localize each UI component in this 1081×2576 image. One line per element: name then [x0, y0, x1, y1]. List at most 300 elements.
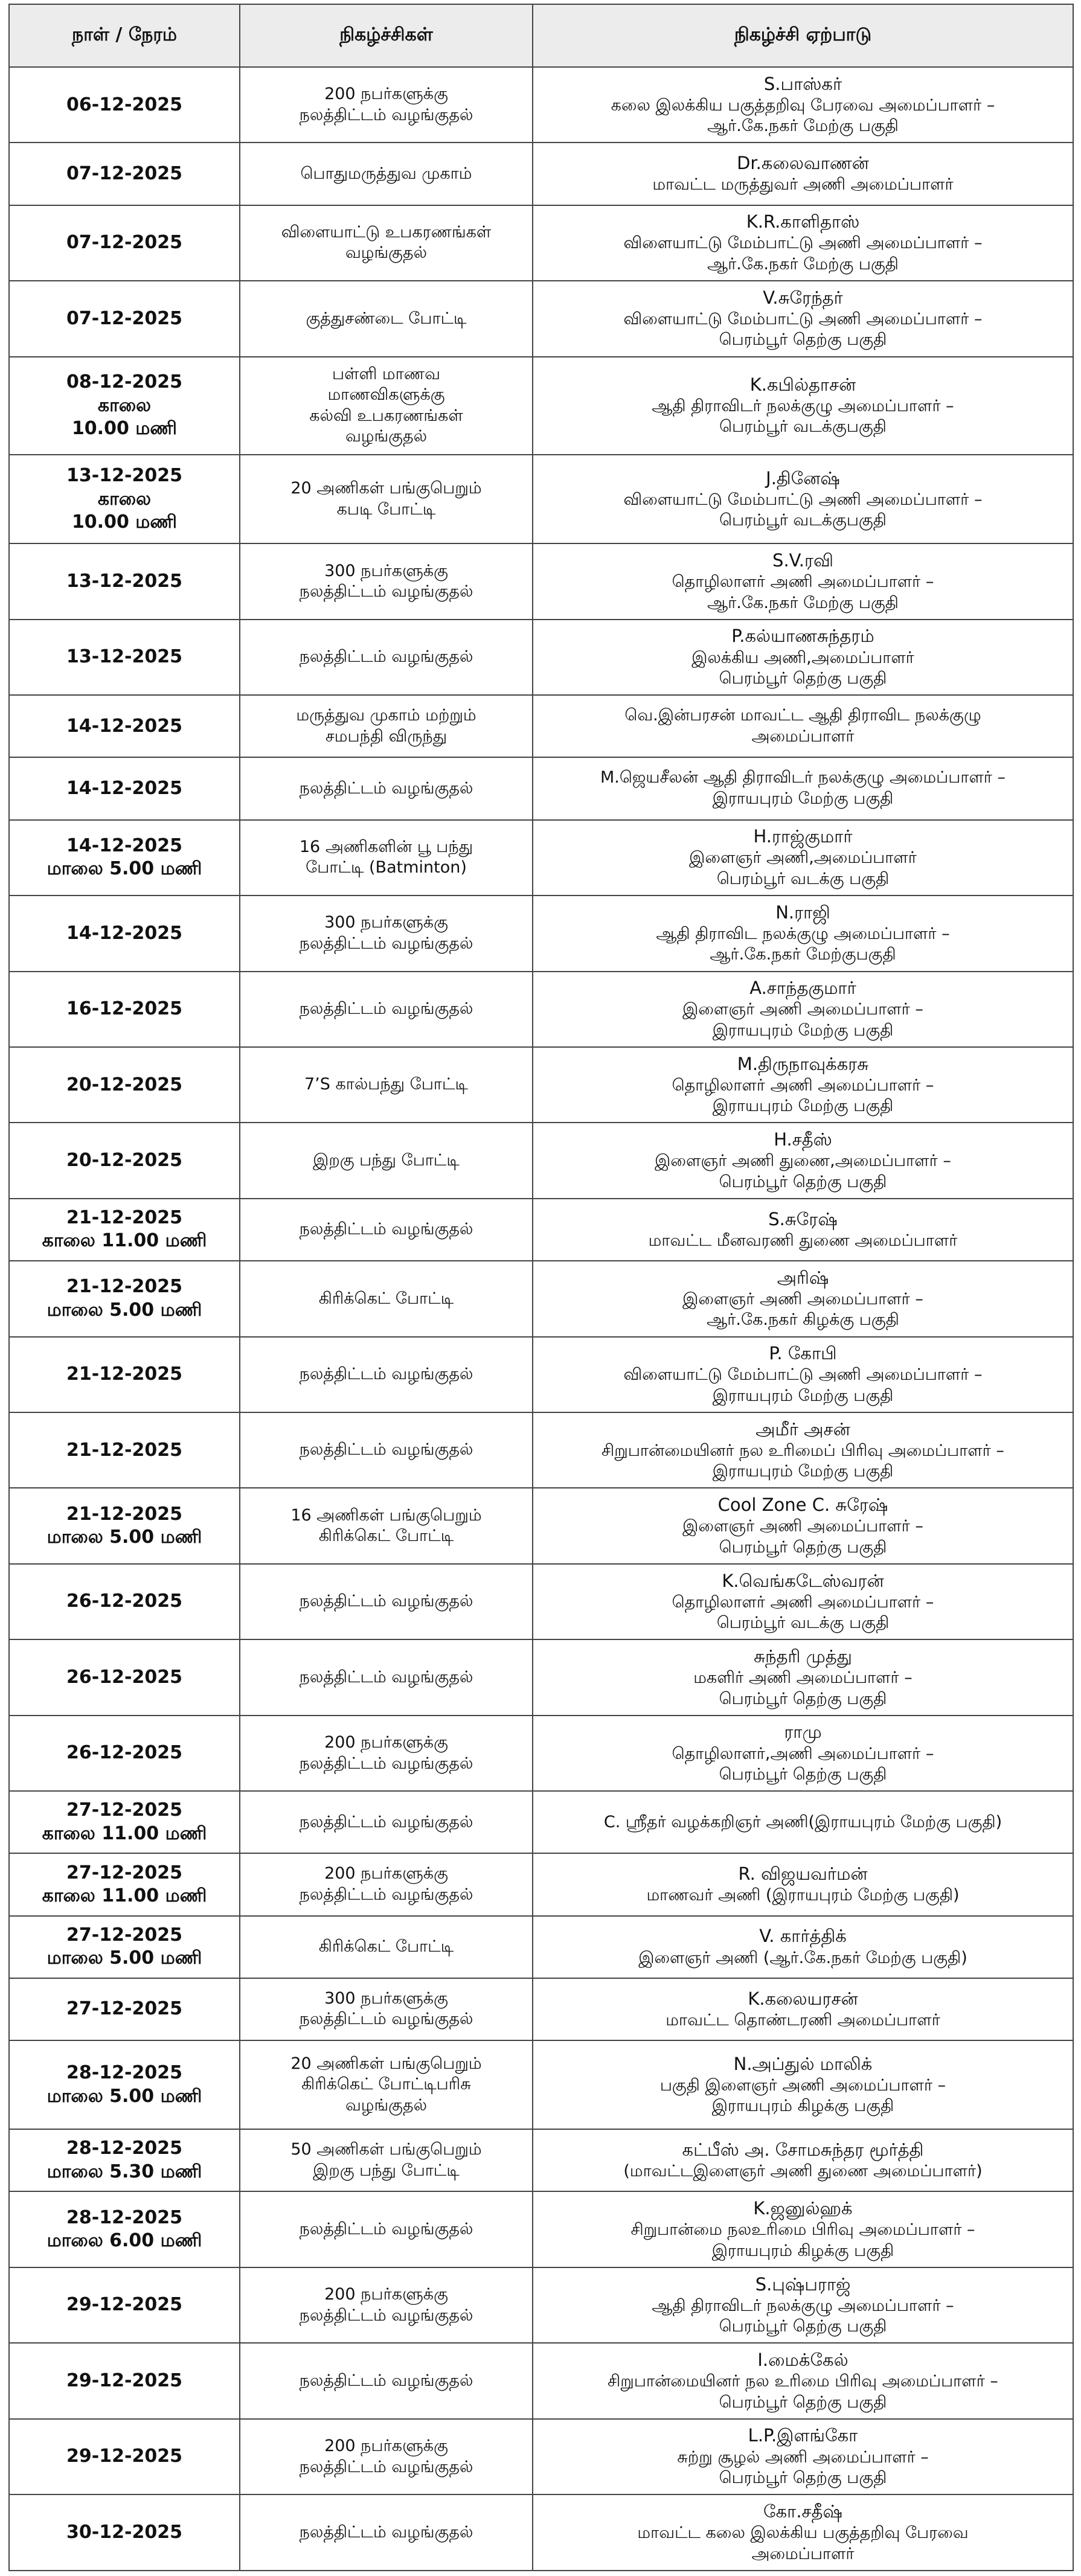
row-event: [240, 2129, 533, 2191]
organizer-role: சிறுபான்மையினர் நல உரிமைப் பிரிவு அமைப்பாளர் –: [601, 1441, 1004, 1460]
organizer-role: ஆர்.கே.நகர் மேற்கு பகுதி: [707, 593, 899, 612]
table-row: [9, 1916, 1073, 1978]
organizer-name: K.கபில்தாசன்: [749, 374, 856, 395]
event-text: கல்வி உபகரணங்கள்: [309, 406, 463, 425]
row-event: [240, 820, 533, 896]
row-event: [240, 1047, 533, 1123]
table-row: [9, 143, 1073, 205]
event-text: 200 நபர்களுக்கு: [324, 85, 448, 104]
row-date: 21-12-2025: [66, 1363, 182, 1385]
row-organizer: [533, 1261, 1073, 1336]
row-date: 29-12-2025: [66, 2294, 182, 2316]
table-row: [9, 1199, 1073, 1261]
header-events: நிகழ்ச்சிகள்: [240, 4, 533, 67]
row-date: 14-12-2025: [66, 835, 182, 856]
organizer-role: அமைப்பாளர்: [751, 2544, 855, 2563]
row-date-time: [9, 543, 240, 619]
event-text: கிரிக்கெட் போட்டிபரிசு: [301, 2075, 471, 2094]
event-text: நலத்திட்டம் வழங்குதல்: [299, 1885, 473, 1905]
event-text: கிரிக்கெட் போட்டி: [318, 1527, 454, 1546]
row-organizer: [533, 2191, 1073, 2267]
organizer-name: P. கோபி: [769, 1343, 837, 1364]
row-date-time: [9, 1978, 240, 2040]
organizer-role: பெரம்பூர் வடக்குபகுதி: [719, 511, 887, 530]
event-text: 16 அணிகள் பங்குபெறும்: [290, 1505, 482, 1525]
event-text: கிரிக்கெட் போட்டி: [318, 1937, 454, 1956]
row-date-time: [9, 2419, 240, 2494]
row-date-time: [9, 695, 240, 757]
row-date: 21-12-2025: [66, 1439, 182, 1461]
organizer-name: H.ராஜ்குமார்: [753, 826, 853, 847]
organizer-role: மாவட்ட மீனவரணி துணை அமைப்பாளர்: [648, 1231, 958, 1250]
row-time: மாலை 5.00 மணி: [47, 1947, 202, 1969]
table-row: [9, 1791, 1073, 1853]
event-text: நலத்திட்டம் வழங்குதல்: [299, 1364, 473, 1383]
table-row: [9, 1412, 1073, 1488]
row-event: [240, 1412, 533, 1488]
organizer-role: தொழிலாளர் அணி அமைப்பாளர் –: [672, 572, 934, 592]
organizer-role: ஆதி திராவிட நலக்குழு அமைப்பாளர் –: [656, 924, 950, 943]
row-date-time: [9, 1123, 240, 1198]
row-date: 16-12-2025: [66, 998, 182, 1020]
organizer-role: இராயபுரம் கிழக்கு பகுதி: [711, 2097, 894, 2116]
row-date-time: [9, 1047, 240, 1123]
table-row: [9, 1978, 1073, 2040]
row-date: 26-12-2025: [66, 1666, 182, 1688]
row-date-time: [9, 67, 240, 143]
row-time: மாலை 5.30 மணி: [47, 2161, 202, 2182]
event-text: 200 நபர்களுக்கு: [324, 1864, 448, 1883]
organizer-name: N.ராஜி: [775, 902, 830, 923]
organizer-role: ஆதி திராவிடர் நலக்குழு அமைப்பாளர் –: [652, 2296, 954, 2315]
row-organizer: [533, 2419, 1073, 2494]
organizer-name: S.புஷ்பராஜ்: [755, 2273, 851, 2295]
row-event: [240, 896, 533, 971]
table-row: [9, 1639, 1073, 1715]
organizer-role: இளைஞர் அணி,அமைப்பாளர்: [689, 848, 917, 868]
row-date: 07-12-2025: [66, 307, 182, 329]
organizer-role: விளையாட்டு மேம்பாட்டு அணி அமைப்பாளர் –: [623, 234, 983, 253]
table-row: [9, 357, 1073, 455]
row-date: 26-12-2025: [66, 1742, 182, 1764]
event-schedule-table: [8, 4, 1074, 2571]
organizer-name: Dr.கலைவாணன்: [737, 153, 869, 174]
event-text: சமபந்தி விருந்து: [325, 726, 447, 746]
organizer-name: S.V.ரவி: [772, 549, 833, 571]
organizer-role: பெரம்பூர் தெற்கு பகுதி: [719, 1689, 887, 1708]
organizer-role: ஆர்.கே.நகர் மேற்குபகுதி: [710, 945, 896, 964]
row-date-time: [9, 1853, 240, 1915]
row-organizer: [533, 2040, 1073, 2129]
organizer-role: பெரம்பூர் வடக்கு பகுதி: [716, 869, 890, 888]
row-date-time: [9, 1791, 240, 1853]
row-event: [240, 1791, 533, 1853]
table-row: [9, 67, 1073, 143]
row-organizer: [533, 1123, 1073, 1198]
organizer-name: V. கார்த்திக்: [759, 1926, 847, 1947]
event-text: வழங்குதல்: [345, 243, 428, 263]
organizer-role: பெரம்பூர் தெற்கு பகுதி: [719, 669, 887, 688]
row-time: மாலை 5.00 மணி: [47, 1527, 202, 1548]
row-event: [240, 1564, 533, 1639]
row-organizer: [533, 455, 1073, 543]
organizer-role: விளையாட்டு மேம்பாட்டு அணி அமைப்பாளர் –: [623, 309, 983, 328]
event-text: வழங்குதல்: [345, 427, 428, 446]
table-row: [9, 2343, 1073, 2418]
row-organizer: [533, 820, 1073, 896]
row-event: [240, 757, 533, 819]
row-date-time: [9, 1916, 240, 1978]
row-organizer: [533, 1488, 1073, 1563]
row-date-time: [9, 2343, 240, 2418]
event-text: 200 நபர்களுக்கு: [324, 2436, 448, 2455]
table-row: [9, 972, 1073, 1047]
event-text: நலத்திட்டம் வழங்குதல்: [299, 1754, 473, 1773]
table-row: [9, 2494, 1073, 2571]
organizer-role: இராயபுரம் மேற்கு பகுதி: [712, 1386, 894, 1405]
row-date: 21-12-2025: [66, 1276, 182, 1298]
event-text: நலத்திட்டம் வழங்குதல்: [299, 2305, 473, 2325]
row-date: 14-12-2025: [66, 715, 182, 737]
organizer-name: K.R.காளிதாஸ்: [746, 211, 860, 232]
row-date: 13-12-2025: [66, 646, 182, 668]
row-event: [240, 543, 533, 619]
event-text: நலத்திட்டம் வழங்குதல்: [299, 2010, 473, 2029]
organizer-name: கோ.சதீஷ்: [763, 2501, 842, 2522]
row-date: 28-12-2025: [66, 2062, 182, 2084]
header-date-time: நாள் / நேரம்: [9, 4, 240, 67]
row-date: 21-12-2025: [66, 1503, 182, 1525]
event-text: 20 அணிகள் பங்குபெறும்: [290, 2054, 482, 2073]
event-text: 7’S கால்பந்து போட்டி: [304, 1075, 469, 1094]
event-text: நலத்திட்டம் வழங்குதல்: [299, 778, 473, 798]
organizer-role: பெரம்பூர் தெற்கு பகுதி: [719, 1537, 887, 1557]
organizer-role: இலக்கிய அணி,அமைப்பாளர்: [691, 648, 914, 667]
organizer-role: இளைஞர் அணி (ஆர்.கே.நகர் மேற்கு பகுதி): [638, 1948, 967, 1967]
organizer-name: A.சாந்தகுமார்: [749, 978, 856, 999]
row-event: [240, 143, 533, 205]
row-organizer: [533, 1716, 1073, 1791]
organizer-role: இளைஞர் அணி அமைப்பாளர் –: [682, 1289, 923, 1309]
table-row: [9, 205, 1073, 281]
event-text: நலத்திட்டம் வழங்குதல்: [299, 2371, 473, 2390]
organizer-name: K.வெங்கடேஸ்வரன்: [722, 1570, 884, 1591]
event-text: கபடி போட்டி: [336, 499, 436, 519]
row-event: [240, 357, 533, 455]
organizer-name: R. விஜயவர்மன்: [738, 1863, 868, 1885]
event-text: நலத்திட்டம் வழங்குதல்: [299, 999, 473, 1018]
event-text: பொதுமருத்துவ முகாம்: [300, 164, 472, 183]
event-text: இறகு பந்து போட்டி: [313, 2161, 460, 2180]
row-time: காலை: [97, 488, 152, 510]
row-date: 27-12-2025: [66, 1924, 182, 1946]
row-date-time: [9, 2494, 240, 2571]
row-event: [240, 2191, 533, 2267]
organizer-role: பெரம்பூர் தெற்கு பகுதி: [719, 1172, 887, 1191]
table-row: [9, 2191, 1073, 2267]
event-text: மருத்துவ முகாம் மற்றும்: [296, 706, 476, 725]
row-event: [240, 695, 533, 757]
row-organizer: [533, 757, 1073, 819]
organizer-name: K.ஜனுல்ஹக்: [753, 2198, 853, 2219]
organizer-name: சுந்தரி முத்து: [754, 1645, 852, 1667]
row-date-time: [9, 757, 240, 819]
event-text: நலத்திட்டம் வழங்குதல்: [299, 1592, 473, 1611]
event-text: 20 அணிகள் பங்குபெறும்: [290, 479, 482, 498]
row-time: காலை 11.00 மணி: [42, 1822, 207, 1844]
row-date: 27-12-2025: [66, 1998, 182, 2020]
row-organizer: [533, 1564, 1073, 1639]
event-text: நலத்திட்டம் வழங்குதல்: [299, 1667, 473, 1687]
row-date: 07-12-2025: [66, 162, 182, 184]
row-event: [240, 67, 533, 143]
table-row: [9, 1047, 1073, 1123]
row-organizer: [533, 1047, 1073, 1123]
organizer-name: Cool Zone C. சுரேஷ்: [717, 1495, 888, 1516]
row-organizer: [533, 205, 1073, 281]
row-time: மாலை 5.00 மணி: [47, 2085, 202, 2107]
event-text: 50 அணிகள் பங்குபெறும்: [290, 2140, 482, 2159]
row-date-time: [9, 2129, 240, 2191]
table-row: [9, 2040, 1073, 2129]
table-row: [9, 281, 1073, 356]
organizer-role: வெ.இன்பரசன் மாவட்ட ஆதி திராவிட நலக்குழு: [624, 706, 981, 725]
row-organizer: [533, 896, 1073, 971]
row-date-time: [9, 1261, 240, 1336]
table-row: [9, 1261, 1073, 1336]
organizer-role: பகுதி இளைஞர் அணி அமைப்பாளர் –: [659, 2075, 946, 2095]
organizer-name: J.தினேஷ்: [766, 467, 840, 489]
row-organizer: [533, 620, 1073, 695]
organizer-role: சுற்று சூழல் அணி அமைப்பாளர் –: [677, 2447, 929, 2467]
table-row: [9, 543, 1073, 619]
row-date-time: [9, 620, 240, 695]
organizer-role: சிறுபான்மையினர் நல உரிமை பிரிவு அமைப்பாளர் –: [608, 2372, 998, 2391]
row-date-time: [9, 896, 240, 971]
organizer-role: C. ஸ்ரீதர் வழக்கறிஞர் அணி(இராயபுரம் மேற்கு பகுதி): [603, 1812, 1002, 1831]
organizer-role: M.ஜெயசீலன் ஆதி திராவிடர் நலக்குழு அமைப்பாளர் –: [600, 768, 1006, 787]
organizer-role: ஆர்.கே.நகர் கிழக்கு பகுதி: [707, 1310, 899, 1330]
row-time: காலை: [97, 394, 152, 416]
schedule-body: [9, 67, 1073, 2571]
row-date: 29-12-2025: [66, 2369, 182, 2391]
row-event: [240, 1337, 533, 1412]
organizer-role: கலை இலக்கிய பகுத்தறிவு பேரவை அமைப்பாளர் –: [611, 95, 995, 115]
row-time: 10.00 மணி: [71, 418, 178, 440]
row-event: [240, 620, 533, 695]
organizer-role: ஆதி திராவிடர் நலக்குழு அமைப்பாளர் –: [652, 396, 954, 415]
row-organizer: [533, 695, 1073, 757]
row-organizer: [533, 1916, 1073, 1978]
organizer-role: இளைஞர் அணி அமைப்பாளர் –: [682, 1517, 923, 1536]
event-text: 200 நபர்களுக்கு: [324, 1732, 448, 1752]
row-date: 29-12-2025: [66, 2446, 182, 2467]
row-organizer: [533, 2494, 1073, 2571]
organizer-name: அரிஷ்: [777, 1267, 829, 1288]
organizer-role: ஆர்.கே.நகர் மேற்கு பகுதி: [707, 254, 899, 274]
row-date: 14-12-2025: [66, 777, 182, 799]
row-date: 28-12-2025: [66, 2138, 182, 2159]
table-row: [9, 820, 1073, 896]
event-text: வழங்குதல்: [345, 2095, 428, 2115]
organizer-name: I.மைக்கேல்: [757, 2349, 848, 2370]
row-organizer: [533, 67, 1073, 143]
table-row: [9, 2267, 1073, 2343]
table-row: [9, 455, 1073, 543]
row-event: [240, 1916, 533, 1978]
row-date-time: [9, 1199, 240, 1261]
table-row: [9, 1716, 1073, 1791]
row-organizer: [533, 1337, 1073, 1412]
row-date: 14-12-2025: [66, 922, 182, 944]
row-organizer: [533, 1853, 1073, 1915]
row-event: [240, 2267, 533, 2343]
row-date-time: [9, 2191, 240, 2267]
row-time: காலை 11.00 மணி: [42, 1885, 207, 1907]
row-event: [240, 2419, 533, 2494]
row-date-time: [9, 281, 240, 356]
organizer-role: இராயபுரம் மேற்கு பகுதி: [712, 789, 894, 809]
event-text: நலத்திட்டம் வழங்குதல்: [299, 1220, 473, 1239]
row-date-time: [9, 2267, 240, 2343]
row-event: [240, 205, 533, 281]
row-date: 26-12-2025: [66, 1591, 182, 1612]
organizer-role: பெரம்பூர் வடக்கு பகுதி: [716, 1613, 890, 1633]
organizer-role: விளையாட்டு மேம்பாட்டு அணி அமைப்பாளர் –: [623, 490, 983, 509]
organizer-name: V.சுரேந்தர்: [763, 287, 843, 308]
table-row: [9, 2419, 1073, 2494]
organizer-role: சிறுபான்மை நலஉரிமை பிரிவு அமைப்பாளர் –: [630, 2220, 975, 2240]
row-date: 27-12-2025: [66, 1862, 182, 1883]
table-row: [9, 2129, 1073, 2191]
header-row: [9, 4, 1073, 67]
table-row: [9, 1337, 1073, 1412]
organizer-role: பெரம்பூர் தெற்கு பகுதி: [719, 330, 887, 350]
event-text: நலத்திட்டம் வழங்குதல்: [299, 1812, 473, 1831]
row-event: [240, 1123, 533, 1198]
row-organizer: [533, 357, 1073, 455]
event-text: நலத்திட்டம் வழங்குதல்: [299, 647, 473, 667]
row-date: 06-12-2025: [66, 94, 182, 115]
row-date: 21-12-2025: [66, 1207, 182, 1229]
row-date-time: [9, 1716, 240, 1791]
row-organizer: [533, 1978, 1073, 2040]
row-date-time: [9, 2040, 240, 2129]
organizer-role: மாணவர் அணி (இராயபுரம் மேற்கு பகுதி): [646, 1886, 960, 1905]
row-event: [240, 2343, 533, 2418]
event-text: 300 நபர்களுக்கு: [324, 561, 448, 580]
row-date-time: [9, 1337, 240, 1412]
organizer-name: S.பாஸ்கர்: [763, 73, 842, 94]
row-organizer: [533, 543, 1073, 619]
organizer-role: ஆர்.கே.நகர் மேற்கு பகுதி: [707, 117, 899, 136]
organizer-role: (மாவட்டஇளைஞர் அணி துணை அமைப்பாளர்): [623, 2162, 983, 2181]
row-time: மாலை 5.00 மணி: [47, 858, 202, 880]
row-date: 28-12-2025: [66, 2206, 182, 2228]
event-text: நலத்திட்டம் வழங்குதல்: [299, 1440, 473, 1459]
row-date-time: [9, 820, 240, 896]
event-text: நலத்திட்டம் வழங்குதல்: [299, 582, 473, 601]
organizer-name: K.கலையரசன்: [748, 1988, 858, 2009]
row-date-time: [9, 143, 240, 205]
row-event: [240, 1488, 533, 1563]
organizer-role: மாவட்ட மருத்துவர் அணி அமைப்பாளர்: [652, 175, 954, 194]
row-organizer: [533, 2129, 1073, 2191]
row-event: [240, 1199, 533, 1261]
row-date: 20-12-2025: [66, 1074, 182, 1095]
row-organizer: [533, 1412, 1073, 1488]
event-text: நலத்திட்டம் வழங்குதல்: [299, 934, 473, 953]
organizer-name: N.அப்துல் மாலிக்: [733, 2053, 873, 2074]
row-organizer: [533, 972, 1073, 1047]
row-date-time: [9, 1564, 240, 1639]
row-event: [240, 2494, 533, 2571]
row-organizer: [533, 2343, 1073, 2418]
organizer-role: பெரம்பூர் தெற்கு பகுதி: [719, 1765, 887, 1784]
organizer-role: விளையாட்டு மேம்பாட்டு அணி அமைப்பாளர் –: [623, 1365, 983, 1385]
row-organizer: [533, 1639, 1073, 1715]
row-date-time: [9, 455, 240, 543]
row-date: 20-12-2025: [66, 1149, 182, 1171]
header-organizer: நிகழ்ச்சி ஏற்பாடு: [533, 4, 1073, 67]
table-row: [9, 1853, 1073, 1915]
row-date-time: [9, 972, 240, 1047]
organizer-role: இராயபுரம் கிழக்கு பகுதி: [711, 2241, 894, 2260]
event-text: இறகு பந்து போட்டி: [313, 1150, 460, 1170]
row-organizer: [533, 1791, 1073, 1853]
schedule-container: [8, 4, 1073, 2571]
event-text: 200 நபர்களுக்கு: [324, 2285, 448, 2304]
event-text: கிரிக்கெட் போட்டி: [318, 1289, 454, 1308]
organizer-role: தொழிலாளர் அணி அமைப்பாளர் –: [672, 1075, 934, 1095]
organizer-name: M.திருநாவுக்கரசு: [737, 1053, 869, 1074]
organizer-name: L.P.இளங்கோ: [748, 2425, 858, 2446]
row-date-time: [9, 1488, 240, 1563]
organizer-name: அமீர் அசன்: [755, 1418, 850, 1440]
row-event: [240, 2040, 533, 2129]
organizer-role: இராயபுரம் மேற்கு பகுதி: [712, 1462, 894, 1481]
row-event: [240, 455, 533, 543]
table-row: [9, 896, 1073, 971]
organizer-role: பெரம்பூர் தெற்கு பகுதி: [719, 2392, 887, 2412]
organizer-role: இராயபுரம் மேற்கு பகுதி: [712, 1020, 894, 1040]
row-date-time: [9, 1639, 240, 1715]
row-event: [240, 1639, 533, 1715]
table-row: [9, 1123, 1073, 1198]
organizer-role: மகளிர் அணி அமைப்பாளர் –: [693, 1668, 913, 1688]
table-row: [9, 757, 1073, 819]
event-text: பள்ளி மாணவ: [332, 364, 440, 383]
row-date: 27-12-2025: [66, 1799, 182, 1821]
table-row: [9, 1488, 1073, 1563]
row-organizer: [533, 2267, 1073, 2343]
row-time: காலை 11.00 மணி: [42, 1230, 207, 1252]
row-time: மாலை 5.00 மணி: [47, 1299, 202, 1321]
organizer-role: இராயபுரம் மேற்கு பகுதி: [712, 1097, 894, 1116]
organizer-name: H.சதீஸ்: [774, 1129, 832, 1150]
event-text: போட்டி (Batminton): [306, 858, 467, 877]
row-date: 13-12-2025: [66, 465, 182, 487]
organizer-name: கட்பீஸ் அ. சோமசுந்தர மூர்த்தி: [682, 2139, 924, 2161]
event-text: 300 நபர்களுக்கு: [324, 913, 448, 932]
event-text: நலத்திட்டம் வழங்குதல்: [299, 2522, 473, 2542]
table-row: [9, 1564, 1073, 1639]
event-text: 300 நபர்களுக்கு: [324, 1988, 448, 2008]
organizer-role: பெரம்பூர் வடக்குபகுதி: [719, 417, 887, 437]
row-event: [240, 972, 533, 1047]
row-event: [240, 1853, 533, 1915]
row-organizer: [533, 143, 1073, 205]
